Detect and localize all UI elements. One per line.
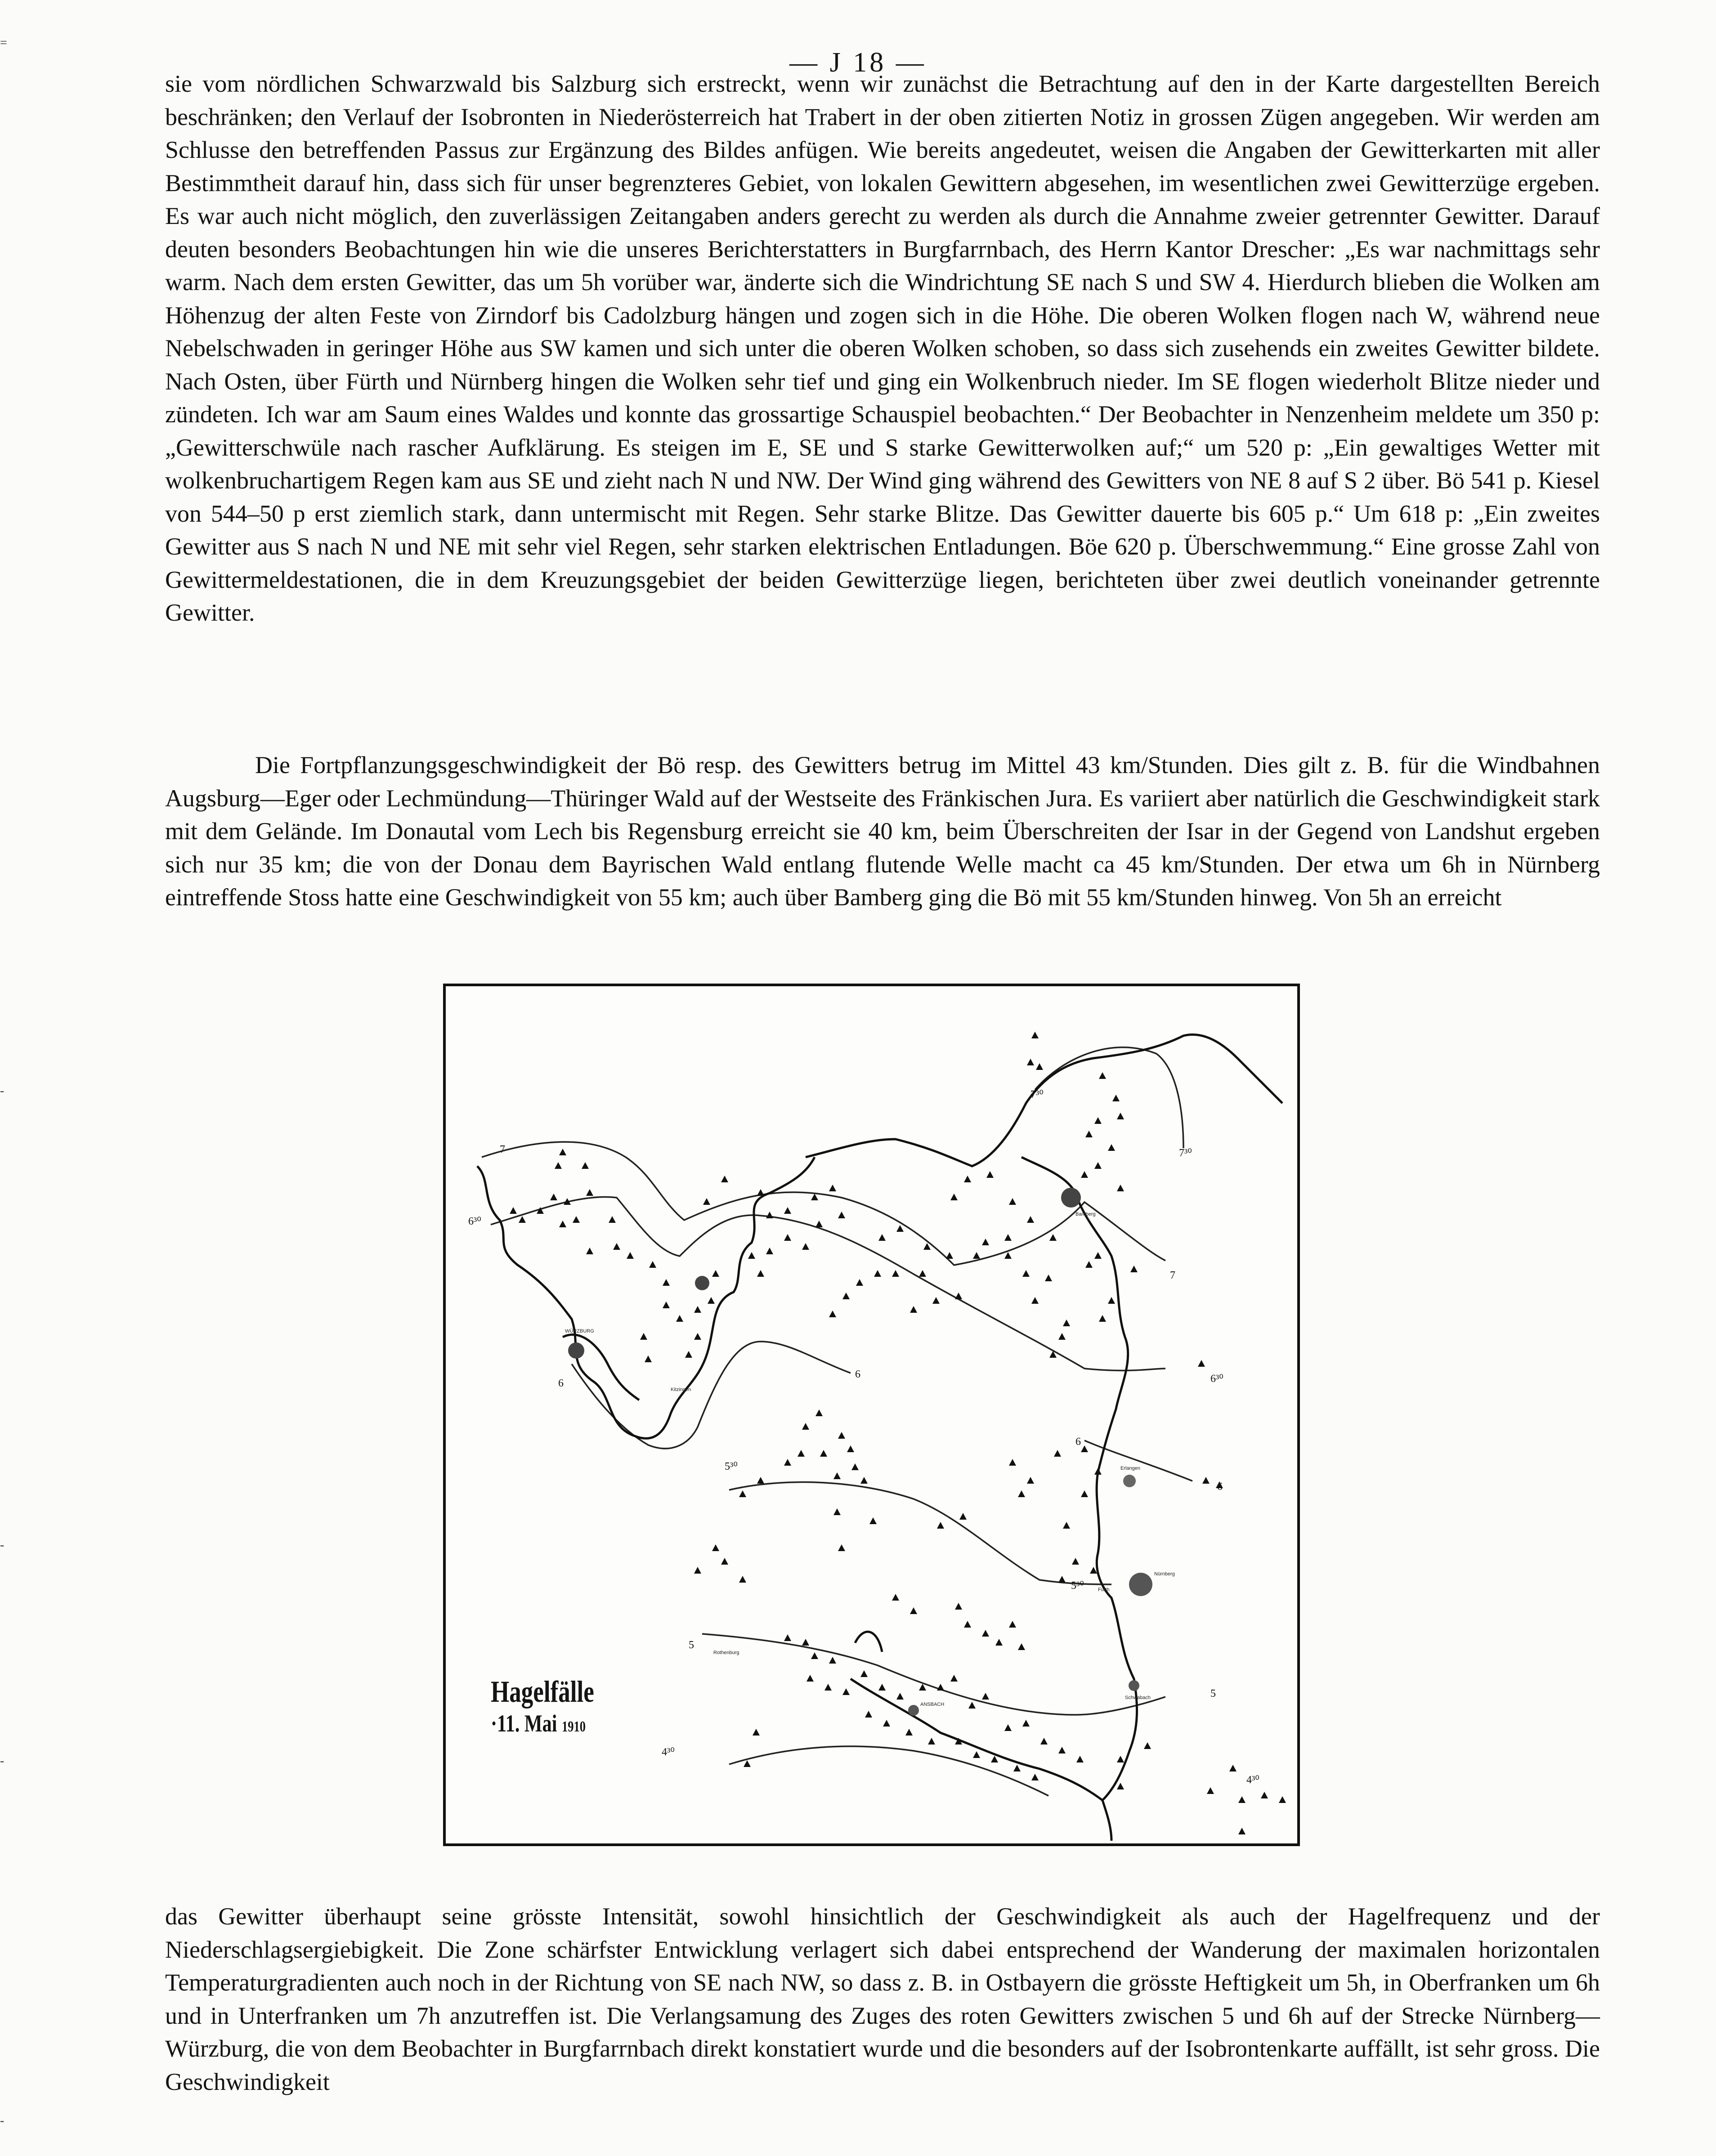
hail-triangle-icon bbox=[955, 1293, 962, 1299]
hail-triangle-icon bbox=[802, 1423, 809, 1430]
isochrone-7-30-north bbox=[1035, 1047, 1183, 1148]
hail-triangle-icon bbox=[896, 1225, 904, 1232]
hail-triangle-icon bbox=[991, 1756, 998, 1762]
place-label: Kitzingen bbox=[671, 1387, 691, 1392]
hail-triangle-icon bbox=[1094, 1117, 1102, 1124]
hail-triangle-icon bbox=[1117, 1783, 1124, 1789]
hail-triangle-icon bbox=[982, 1693, 989, 1700]
hail-triangle-icon bbox=[559, 1149, 566, 1155]
hail-triangle-icon bbox=[766, 1248, 773, 1254]
hail-triangle-icon bbox=[685, 1351, 692, 1358]
hail-triangle-icon bbox=[582, 1162, 589, 1169]
hail-triangle-icon bbox=[802, 1639, 809, 1646]
hail-triangle-icon bbox=[865, 1711, 872, 1718]
hail-triangle-icon bbox=[784, 1634, 791, 1641]
hail-triangle-icon bbox=[1117, 1756, 1124, 1762]
erlangen-mark bbox=[1123, 1475, 1136, 1487]
hail-triangle-icon bbox=[1099, 1072, 1106, 1079]
hail-triangle-icon bbox=[573, 1216, 580, 1223]
hail-triangle-icon bbox=[1036, 1063, 1043, 1070]
hail-triangle-icon bbox=[694, 1333, 701, 1340]
edge-mark: - bbox=[0, 1084, 4, 1098]
hail-triangle-icon bbox=[838, 1212, 845, 1218]
hail-triangle-icon bbox=[1108, 1144, 1115, 1151]
hail-triangle-icon bbox=[1058, 1333, 1066, 1340]
schwabach-mark bbox=[1129, 1680, 1139, 1691]
hail-triangle-icon bbox=[510, 1207, 517, 1214]
hail-triangle-icon bbox=[1085, 1131, 1093, 1137]
hail-triangle-icon bbox=[824, 1684, 832, 1691]
iso-label: 6³⁰ bbox=[1210, 1373, 1223, 1385]
hail-triangle-icon bbox=[986, 1171, 994, 1178]
hail-triangle-icon bbox=[910, 1306, 917, 1313]
iso-label: 4³⁰ bbox=[662, 1746, 675, 1758]
place-label: WÜRZBURG bbox=[565, 1328, 594, 1334]
city-mark-main bbox=[695, 1276, 709, 1290]
iso-label: 7³⁰ bbox=[1030, 1089, 1044, 1100]
hail-triangle-icon bbox=[1009, 1459, 1016, 1466]
hail-triangle-icon bbox=[586, 1189, 593, 1196]
isochrone-6-west bbox=[572, 1342, 851, 1449]
hail-map-figure bbox=[443, 984, 1300, 1846]
hail-triangle-icon bbox=[955, 1603, 962, 1610]
hail-triangle-icon bbox=[694, 1306, 701, 1313]
hail-triangle-icon bbox=[833, 1508, 841, 1515]
hail-triangle-icon bbox=[1040, 1738, 1048, 1744]
hail-triangle-icon bbox=[1027, 1216, 1034, 1223]
hail-triangle-icon bbox=[829, 1311, 836, 1317]
hail-triangle-icon bbox=[1018, 1643, 1025, 1650]
hail-triangle-icon bbox=[833, 1472, 841, 1479]
hail-triangle-icon bbox=[798, 1450, 805, 1457]
hail-triangle-icon bbox=[968, 1702, 976, 1709]
hail-triangle-icon bbox=[1009, 1198, 1016, 1205]
hail-triangle-icon bbox=[1130, 1266, 1138, 1272]
hail-triangle-icon bbox=[874, 1270, 881, 1277]
iso-label: 5 bbox=[689, 1639, 694, 1651]
isochrone-5-30 bbox=[729, 1482, 1111, 1584]
hail-triangle-icon bbox=[748, 1252, 755, 1259]
hail-triangle-icon bbox=[829, 1657, 836, 1664]
hail-triangle-icon bbox=[613, 1243, 620, 1250]
hail-triangle-icon bbox=[856, 1279, 863, 1286]
hail-triangle-icon bbox=[950, 1194, 958, 1200]
hail-triangle-icon bbox=[919, 1270, 926, 1277]
paragraph-3: das Gewitter überhaupt seine grösste Intensität, sowohl hinsichtlich der Geschwindigkeit als auch der Hagelfrequenz und der Niederschlagsergiebigkeit. Die Zone schärfster Entwicklung verlagert sich dabei entsprechend der Wanderung der maximalen horizontalen Temperaturgradienten auch noch in der Richtung von SE nach NW, so dass z. B. in Ostbayern die grösste Heftigkeit um 5h, in Oberfranken um 6h und in Unterfranken um 7h anzutreffen ist. Die Verlangsamung des Zuges des roten Gewitters zwischen 5 und 6h auf der Strecke Nürnberg—Würzburg, die von dem Beobachter in Burgfarrnbach direkt konstatiert wurde und die besonders auf der Isobrontenkarte auffällt, ist sehr gross. Die Geschwindigkeit bbox=[165, 1903, 1600, 2095]
hail-triangle-icon bbox=[1058, 1747, 1066, 1753]
nuernberg-mark bbox=[1129, 1573, 1152, 1596]
iso-label: 6 bbox=[855, 1369, 860, 1380]
hail-triangle-icon bbox=[784, 1234, 791, 1241]
hail-triangle-icon bbox=[892, 1594, 899, 1601]
hail-triangle-icon bbox=[860, 1477, 868, 1484]
hail-triangle-icon bbox=[1279, 1796, 1286, 1803]
iso-label: 7 bbox=[500, 1144, 505, 1155]
hail-triangle-icon bbox=[964, 1176, 971, 1182]
hail-triangle-icon bbox=[1031, 1297, 1039, 1304]
hail-triangle-icon bbox=[1094, 1468, 1102, 1475]
edge-mark: - bbox=[0, 1754, 4, 1768]
hail-triangle-icon bbox=[959, 1513, 967, 1520]
hail-triangle-icon bbox=[1117, 1113, 1124, 1119]
map-title-line2 bbox=[491, 1709, 594, 1742]
hail-triangle-icon bbox=[946, 1252, 953, 1259]
hail-triangle-icon bbox=[851, 1463, 859, 1470]
hail-triangle-icon bbox=[712, 1270, 719, 1277]
hail-triangle-icon bbox=[811, 1652, 818, 1659]
hail-triangle-icon bbox=[640, 1333, 647, 1340]
hail-triangle-icon bbox=[1238, 1796, 1246, 1803]
hail-triangle-icon bbox=[784, 1207, 791, 1214]
hail-triangle-icon bbox=[1112, 1095, 1120, 1101]
hail-triangle-icon bbox=[815, 1409, 823, 1416]
hail-triangle-icon bbox=[838, 1432, 845, 1439]
hail-triangle-icon bbox=[973, 1252, 980, 1259]
hail-triangle-icon bbox=[1018, 1490, 1025, 1497]
page-header: — J 18 — bbox=[789, 47, 927, 78]
hail-triangle-icon bbox=[1004, 1252, 1012, 1259]
hail-triangle-icon bbox=[1094, 1252, 1102, 1259]
hail-triangle-icon bbox=[676, 1315, 683, 1322]
hail-triangle-icon bbox=[995, 1639, 1003, 1646]
hail-triangle-icon bbox=[820, 1450, 827, 1457]
hail-triangle-icon bbox=[586, 1248, 593, 1254]
hail-triangle-icon bbox=[519, 1216, 526, 1223]
river-main bbox=[477, 1157, 815, 1438]
hail-triangle-icon bbox=[905, 1729, 913, 1736]
hail-triangle-icon bbox=[753, 1729, 760, 1736]
place-label: Fürth bbox=[1098, 1587, 1110, 1592]
iso-label: 5 bbox=[1210, 1688, 1216, 1700]
iso-label: 5³⁰ bbox=[1071, 1580, 1084, 1592]
hail-triangle-icon bbox=[842, 1293, 850, 1299]
hail-triangle-icon bbox=[766, 1212, 773, 1218]
hail-triangle-icon bbox=[609, 1216, 616, 1223]
hail-triangle-icon bbox=[1081, 1171, 1088, 1178]
hail-triangle-icon bbox=[1099, 1315, 1106, 1322]
hail-triangle-icon bbox=[829, 1185, 836, 1191]
hail-triangle-icon bbox=[973, 1751, 980, 1758]
iso-label: 6 bbox=[558, 1378, 564, 1389]
hail-triangle-icon bbox=[842, 1688, 850, 1695]
hail-triangle-icon bbox=[1004, 1234, 1012, 1241]
hail-triangle-icon bbox=[1004, 1724, 1012, 1731]
hail-triangle-icon bbox=[1031, 1032, 1039, 1038]
isochrone-4-30 bbox=[729, 1746, 1048, 1796]
hail-triangle-icon bbox=[1072, 1558, 1079, 1565]
hail-triangle-icon bbox=[1144, 1742, 1151, 1749]
hail-triangle-icon bbox=[919, 1684, 926, 1691]
hail-triangle-icon bbox=[694, 1567, 701, 1574]
hail-triangle-icon bbox=[982, 1239, 989, 1245]
hail-triangle-icon bbox=[1031, 1774, 1039, 1780]
map-title-year: 1910 bbox=[561, 1718, 586, 1735]
hail-triangle-icon bbox=[932, 1297, 940, 1304]
iso-label: 7 bbox=[1170, 1270, 1175, 1281]
hail-triangle-icon bbox=[1022, 1720, 1030, 1727]
isochrone-7-west bbox=[482, 1142, 1165, 1265]
ansbach-mark bbox=[908, 1705, 919, 1716]
hail-triangle-icon bbox=[721, 1176, 728, 1182]
hail-triangle-icon bbox=[1261, 1792, 1268, 1798]
hail-triangle-icon bbox=[892, 1270, 899, 1277]
hail-triangle-icon bbox=[663, 1302, 670, 1308]
hail-triangle-icon bbox=[1238, 1828, 1246, 1834]
hail-triangle-icon bbox=[811, 1194, 818, 1200]
hail-triangle-icon bbox=[982, 1630, 989, 1637]
hail-triangle-icon bbox=[860, 1670, 868, 1677]
hail-triangle-icon bbox=[1207, 1787, 1214, 1794]
hail-triangle-icon bbox=[838, 1544, 845, 1551]
hail-triangle-icon bbox=[712, 1544, 719, 1551]
hail-triangle-icon bbox=[964, 1621, 971, 1628]
hail-triangle-icon bbox=[1094, 1162, 1102, 1169]
bamberg-mark bbox=[1061, 1188, 1081, 1208]
hail-triangle-icon bbox=[1027, 1477, 1034, 1484]
hail-triangle-icon bbox=[721, 1558, 728, 1565]
iso-label: 7³⁰ bbox=[1179, 1147, 1192, 1159]
hail-triangle-icon bbox=[1108, 1297, 1115, 1304]
place-label: ANSBACH bbox=[920, 1702, 945, 1707]
paragraph-1: sie vom nördlichen Schwarzwald bis Salzburg sich erstreckt, wenn wir zunächst die Betrachtung auf den in der Karte dargestellten Bereich beschränken; den Verlauf der Isobronten in Niederösterreich hat Trabert in der oben zitierten Notiz in grossen Zügen angegeben. Wir werden am Schlusse den betreffenden Passus zur Ergänzung des Bildes anfügen. Wie bereits angedeutet, weisen die Angaben der Gewitterkarten mit aller Bestimmtheit darauf hin, dass sich für unser begrenzteres Gebiet, von lokalen Gewittern abgesehen, im wesentlichen zwei Gewitterzüge ergeben. Es war auch nicht möglich, den zuverlässigen Zeitangaben anders gerecht zu werden als durch die Annahme zweier getrennter Gewitter. Darauf deuten besonders Beobachtungen hin wie die unseres Berichterstatters in Burgfarrnbach, des Herrn Kantor Drescher: „Es war nachmittags sehr warm. Nach dem ersten Gewitter, das um 5h vorüber war, änderte sich die Windrichtung SE nach S und SW 4. Hierdurch blieben die Wolken am Höhenzug der alten Feste von Zirndorf bis Cadolzburg hängen und zogen sich in die Höhe. Die oberen Wolken flogen nach W, während neue Nebelschwaden in geringer Höhe aus SW kamen und sich unter die oberen Wolken schoben, so dass sich zusehends ein zweites Gewitter bildete. Nach Osten, über Fürth und Nürnberg hingen die Wolken sehr tief und ging ein Wolkenbruch nieder. Im SE flogen wiederholt Blitze nieder und zündeten. Ich war am Saum eines Waldes und konnte das grossartige Schauspiel beobachten.“ Der Beobachter in Nenzenheim meldete um 350 p: „Gewitterschwüle nach rascher Aufklärung. Es steigen im E, SE und S starke Gewitterwolken auf;“ um 520 p: „Ein gewaltiges Wetter mit wolkenbruchartigem Regen kam aus SE und zieht nach N und NW. Der Wind ging während des Gewitters von NE 8 auf S 2 über. Bö 541 p. Kiesel von 544–50 p erst ziemlich stark, dann untermischt mit Regen. Sehr starke Blitze. Das Gewitter dauerte bis 605 p.“ Um 618 p: „Ein zweites Gewitter aus S nach N und NE mit sehr viel Regen, sehr starken elektrischen Entladungen. Böe 620 p. Überschwemmung.“ Eine grosse Zahl von Gewittermeldestationen, die in dem Kreuzungsgebiet der beiden Gewitterzüge liegen, berichteten über zwei deutlich voneinander getrennte Gewitter. bbox=[165, 70, 1600, 626]
hail-triangle-icon bbox=[1045, 1275, 1052, 1281]
place-label: Bamberg bbox=[1075, 1212, 1096, 1217]
map-title bbox=[491, 1674, 594, 1742]
place-label: Erlangen bbox=[1120, 1466, 1141, 1471]
iso-label: 6³⁰ bbox=[468, 1216, 481, 1227]
hail-triangle-icon bbox=[1058, 1576, 1066, 1583]
iso-label: 5³⁰ bbox=[725, 1461, 738, 1472]
hail-triangle-icon bbox=[896, 1693, 904, 1700]
hail-triangle-icon bbox=[950, 1675, 958, 1682]
hail-triangle-icon bbox=[784, 1459, 791, 1466]
hail-triangle-icon bbox=[928, 1738, 935, 1744]
hail-triangle-icon bbox=[878, 1684, 886, 1691]
map-title-date: ·11. Mai bbox=[491, 1710, 557, 1737]
river-south-west bbox=[855, 1632, 882, 1652]
hail-triangle-icon bbox=[649, 1261, 656, 1268]
hail-triangle-icon bbox=[1027, 1059, 1034, 1065]
edge-mark: = bbox=[0, 36, 7, 50]
hail-triangle-icon bbox=[744, 1760, 751, 1767]
hail-triangle-icon bbox=[1085, 1261, 1093, 1268]
hail-triangle-icon bbox=[802, 1243, 809, 1250]
iso-label: 6 bbox=[1075, 1436, 1081, 1448]
hail-triangle-icon bbox=[937, 1522, 944, 1529]
place-label: Schwabach bbox=[1125, 1695, 1151, 1700]
hail-triangle-icon bbox=[703, 1198, 710, 1205]
hail-triangle-icon bbox=[550, 1194, 557, 1200]
southern-border bbox=[851, 1679, 1102, 1800]
hail-triangle-icon bbox=[1081, 1445, 1088, 1452]
hail-triangle-icon bbox=[1081, 1490, 1088, 1497]
hail-triangle-icon bbox=[708, 1297, 715, 1304]
edge-mark: - bbox=[0, 1538, 4, 1552]
hail-triangle-icon bbox=[1054, 1450, 1061, 1457]
iso-label: 4³⁰ bbox=[1246, 1774, 1259, 1786]
hail-triangle-icon bbox=[555, 1162, 562, 1169]
place-label: Rothenburg bbox=[713, 1650, 739, 1655]
hail-triangle-icon bbox=[1009, 1621, 1016, 1628]
hail-triangle-icon bbox=[806, 1675, 814, 1682]
hail-triangle-icon bbox=[1198, 1360, 1205, 1367]
hail-triangle-icon bbox=[1013, 1765, 1021, 1771]
hail-triangle-icon bbox=[739, 1490, 746, 1497]
hail-triangle-icon bbox=[739, 1576, 746, 1583]
wuerzburg-mark bbox=[568, 1342, 584, 1359]
place-label: Nürnberg bbox=[1154, 1571, 1175, 1577]
hail-triangle-icon bbox=[815, 1221, 823, 1227]
river-regnitz bbox=[1022, 1157, 1137, 1800]
map-title-line1: Hagelfälle bbox=[491, 1674, 594, 1709]
hail-triangle-icon bbox=[1202, 1477, 1210, 1484]
hail-triangle-icon bbox=[883, 1720, 890, 1727]
hail-triangle-icon bbox=[627, 1252, 634, 1259]
hail-triangle-icon bbox=[1117, 1185, 1124, 1191]
hail-triangle-icon bbox=[910, 1607, 917, 1614]
hail-triangle-icon bbox=[878, 1234, 886, 1241]
hail-triangle-icon bbox=[559, 1221, 566, 1227]
hail-triangle-icon bbox=[757, 1189, 764, 1196]
hail-triangle-icon bbox=[869, 1517, 877, 1524]
hail-triangle-icon bbox=[757, 1477, 764, 1484]
hail-triangle-icon bbox=[1022, 1270, 1030, 1277]
hail-triangle-icon bbox=[1076, 1756, 1084, 1762]
edge-mark: - bbox=[0, 2114, 4, 2128]
hail-triangle-icon bbox=[1049, 1234, 1057, 1241]
hail-triangle-icon bbox=[1063, 1320, 1070, 1326]
hail-triangle-icon bbox=[663, 1279, 670, 1286]
hail-triangle-icon bbox=[645, 1355, 652, 1362]
river-east-tail bbox=[1102, 1800, 1111, 1841]
paragraph-2: Die Fortpflanzungsgeschwindigkeit der Bö resp. des Gewitters betrug im Mittel 43 km/Stunden. Dies gilt z. B. für die Windbahnen Augsburg—Eger oder Lechmündung—Thüringer Wald auf der Westseite des Fränkischen Jura. Es variiert aber natürlich die Geschwindigkeit stark mit dem Gelände. Im Donautal vom Lech bis Regensburg erreicht sie 40 km, beim Überschreiten der Isar in der Gegend von Landshut ergeben sich nur 35 km; die von der Donau dem Bayrischen Wald entlang flutende Welle macht ca 45 km/Stunden. Der etwa um 6h in Nürnberg eintreffende Stoss hatte eine Geschwindigkeit von 55 km; auch über Bamberg ging die Bö mit 55 km/Stunden hinweg. Von 5h an erreicht bbox=[165, 751, 1600, 911]
hail-triangle-icon bbox=[1063, 1522, 1070, 1529]
northern-border bbox=[806, 1034, 1282, 1166]
hail-triangle-icon bbox=[937, 1684, 944, 1691]
hail-triangle-icon bbox=[847, 1445, 854, 1452]
hail-triangle-icon bbox=[757, 1270, 764, 1277]
hail-triangle-icon bbox=[1229, 1765, 1237, 1771]
